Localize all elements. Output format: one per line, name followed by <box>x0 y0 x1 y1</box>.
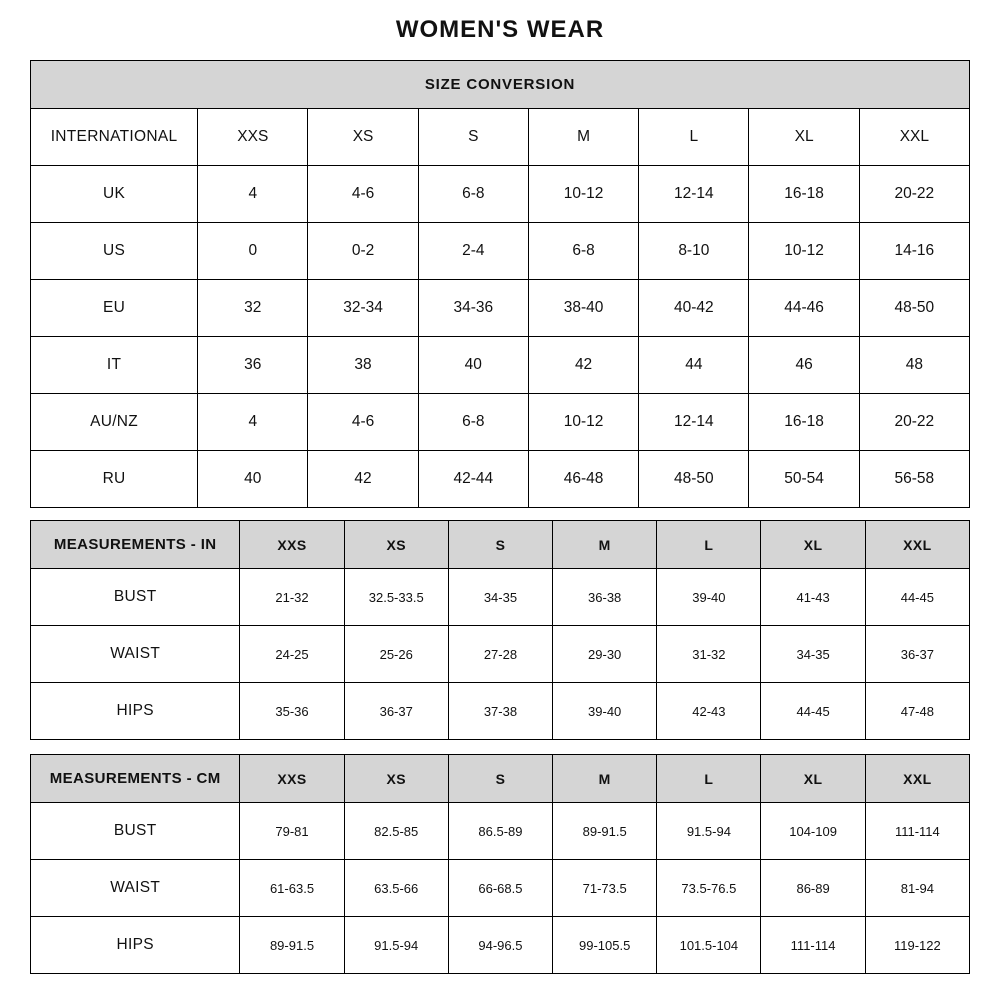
table-cell: 10-12 <box>528 166 638 223</box>
table-cell: 101.5-104 <box>657 917 761 974</box>
table-cell: 12-14 <box>639 394 749 451</box>
table-cell: 86-89 <box>761 860 865 917</box>
table-cell: 79-81 <box>240 803 344 860</box>
table-cell: 61-63.5 <box>240 860 344 917</box>
row-label: EU <box>31 280 198 337</box>
table-cell: 111-114 <box>761 917 865 974</box>
size-column-header: XS <box>344 755 448 803</box>
table-cell: 104-109 <box>761 803 865 860</box>
table-row <box>31 860 970 917</box>
table-cell: 36-37 <box>865 626 969 683</box>
table-cell: 41-43 <box>761 569 865 626</box>
table-cell: 34-36 <box>418 280 528 337</box>
table-cell: M <box>528 109 638 166</box>
table-row <box>31 109 970 166</box>
table-cell: 44-46 <box>749 280 859 337</box>
table-cell: 2-4 <box>418 223 528 280</box>
table-row <box>31 451 970 508</box>
table-cell: 6-8 <box>418 166 528 223</box>
row-label: AU/NZ <box>31 394 198 451</box>
table-cell: 89-91.5 <box>553 803 657 860</box>
table-cell: 4 <box>198 394 308 451</box>
table-row <box>31 166 970 223</box>
table-cell: 40 <box>198 451 308 508</box>
table-cell: 39-40 <box>553 683 657 740</box>
table-cell: 4-6 <box>308 166 418 223</box>
table-row <box>31 626 970 683</box>
table-cell: 94-96.5 <box>448 917 552 974</box>
table-cell: 25-26 <box>344 626 448 683</box>
table-title-row <box>31 61 970 109</box>
table-cell: 42-43 <box>657 683 761 740</box>
measurements-cm-title: MEASUREMENTS - CM <box>31 755 240 803</box>
table-cell: 47-48 <box>865 683 969 740</box>
table-cell: 34-35 <box>761 626 865 683</box>
row-label: HIPS <box>31 917 240 974</box>
row-label: HIPS <box>31 683 240 740</box>
table-cell: 10-12 <box>749 223 859 280</box>
table-cell: L <box>639 109 749 166</box>
measurements-cm-header-row <box>31 755 970 803</box>
table-cell: 89-91.5 <box>240 917 344 974</box>
table-row <box>31 803 970 860</box>
table-cell: 0-2 <box>308 223 418 280</box>
table-row <box>31 223 970 280</box>
row-label: BUST <box>31 569 240 626</box>
table-cell: 91.5-94 <box>657 803 761 860</box>
table-cell: 50-54 <box>749 451 859 508</box>
table-cell: 81-94 <box>865 860 969 917</box>
table-row <box>31 280 970 337</box>
size-column-header: S <box>448 521 552 569</box>
table-cell: 38-40 <box>528 280 638 337</box>
table-cell: 27-28 <box>448 626 552 683</box>
table-cell: 35-36 <box>240 683 344 740</box>
table-cell: 91.5-94 <box>344 917 448 974</box>
row-label: UK <box>31 166 198 223</box>
table-cell: 119-122 <box>865 917 969 974</box>
table-cell: 39-40 <box>657 569 761 626</box>
measurements-in-header-row <box>31 521 970 569</box>
table-cell: XXL <box>859 109 969 166</box>
table-cell: 37-38 <box>448 683 552 740</box>
table-cell: 14-16 <box>859 223 969 280</box>
size-column-header: XXL <box>865 755 969 803</box>
table-cell: 42 <box>308 451 418 508</box>
table-cell: 46-48 <box>528 451 638 508</box>
size-column-header: XXL <box>865 521 969 569</box>
table-cell: 6-8 <box>418 394 528 451</box>
measurements-in-table <box>30 520 970 740</box>
table-cell: 16-18 <box>749 166 859 223</box>
table-cell: 44-45 <box>761 683 865 740</box>
table-cell: 63.5-66 <box>344 860 448 917</box>
table-cell: 34-35 <box>448 569 552 626</box>
row-label: WAIST <box>31 860 240 917</box>
table-cell: 36-38 <box>553 569 657 626</box>
row-label: IT <box>31 337 198 394</box>
table-cell: 6-8 <box>528 223 638 280</box>
row-label: WAIST <box>31 626 240 683</box>
table-cell: 20-22 <box>859 394 969 451</box>
table-cell: 40-42 <box>639 280 749 337</box>
size-column-header: XL <box>761 521 865 569</box>
size-column-header: L <box>657 521 761 569</box>
table-cell: 12-14 <box>639 166 749 223</box>
row-label: US <box>31 223 198 280</box>
table-cell: 71-73.5 <box>553 860 657 917</box>
table-cell: 40 <box>418 337 528 394</box>
table-row <box>31 569 970 626</box>
table-cell: 86.5-89 <box>448 803 552 860</box>
table-cell: 29-30 <box>553 626 657 683</box>
table-cell: S <box>418 109 528 166</box>
table-cell: 8-10 <box>639 223 749 280</box>
table-cell: 32 <box>198 280 308 337</box>
table-cell: 56-58 <box>859 451 969 508</box>
table-cell: 4-6 <box>308 394 418 451</box>
table-cell: XL <box>749 109 859 166</box>
table-cell: 46 <box>749 337 859 394</box>
measurements-cm-table <box>30 754 970 974</box>
table-row <box>31 337 970 394</box>
table-cell: 44 <box>639 337 749 394</box>
size-column-header: XS <box>344 521 448 569</box>
table-cell: 24-25 <box>240 626 344 683</box>
size-column-header: L <box>657 755 761 803</box>
measurements-in-title: MEASUREMENTS - IN <box>31 521 240 569</box>
page-title: WOMEN'S WEAR <box>395 16 605 43</box>
row-label: INTERNATIONAL <box>31 109 198 166</box>
table-cell: 32.5-33.5 <box>344 569 448 626</box>
table-cell: 0 <box>198 223 308 280</box>
table-cell: XXS <box>198 109 308 166</box>
table-cell: 4 <box>198 166 308 223</box>
table-cell: 82.5-85 <box>344 803 448 860</box>
table-cell: 10-12 <box>528 394 638 451</box>
table-cell: 31-32 <box>657 626 761 683</box>
table-cell: 21-32 <box>240 569 344 626</box>
table-row <box>31 683 970 740</box>
size-column-header: M <box>553 755 657 803</box>
size-conversion-title: SIZE CONVERSION <box>31 61 970 109</box>
table-row <box>31 394 970 451</box>
table-cell: 36-37 <box>344 683 448 740</box>
table-cell: 48 <box>859 337 969 394</box>
size-column-header: XXS <box>240 755 344 803</box>
table-cell: 48-50 <box>639 451 749 508</box>
table-cell: 48-50 <box>859 280 969 337</box>
table-cell: 42 <box>528 337 638 394</box>
table-cell: 66-68.5 <box>448 860 552 917</box>
table-cell: 38 <box>308 337 418 394</box>
table-cell: 20-22 <box>859 166 969 223</box>
table-cell: 36 <box>198 337 308 394</box>
size-column-header: S <box>448 755 552 803</box>
table-cell: 44-45 <box>865 569 969 626</box>
row-label: BUST <box>31 803 240 860</box>
table-row <box>31 917 970 974</box>
table-cell: 16-18 <box>749 394 859 451</box>
row-label: RU <box>31 451 198 508</box>
table-cell: 42-44 <box>418 451 528 508</box>
table-cell: 111-114 <box>865 803 969 860</box>
size-column-header: XXS <box>240 521 344 569</box>
table-cell: 99-105.5 <box>553 917 657 974</box>
table-cell: 32-34 <box>308 280 418 337</box>
size-column-header: XL <box>761 755 865 803</box>
size-column-header: M <box>553 521 657 569</box>
size-conversion-table <box>30 60 970 508</box>
table-cell: XS <box>308 109 418 166</box>
table-cell: 73.5-76.5 <box>657 860 761 917</box>
